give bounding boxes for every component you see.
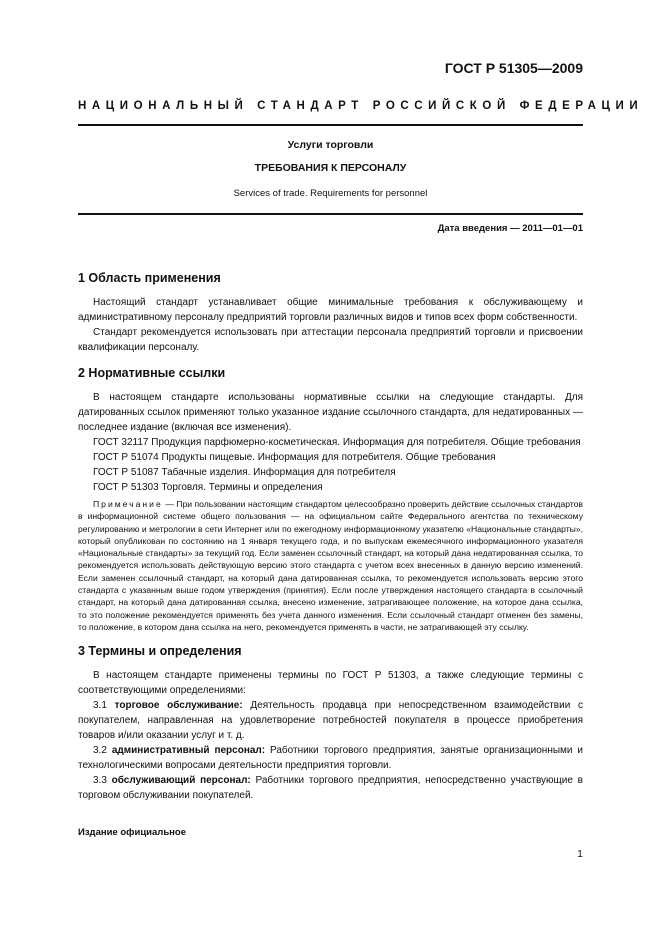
paragraph: Стандарт рекомендуется использовать при аттестации персонала предприятий торговли и присвоении квалификации персоналу. [78, 327, 583, 353]
section-heading: 2 Нормативные ссылки [78, 366, 226, 380]
term-number: 3.1 [93, 700, 115, 712]
reference-item: ГОСТ Р 51087 Табачные изделия. Информация для потребителя [93, 467, 396, 478]
term-name: обслуживающий персонал: [111, 775, 251, 787]
paragraph: Настоящий стандарт устанавливает общие минимальные требования к обслуживающему и административному персоналу предприятий торговли различных видов и типов всех форм собственности. [78, 297, 583, 323]
term-text: Работники торгового предприятия, занятые организационными и технологическими вопросами деятельности предприятия торговли. [78, 745, 583, 772]
top-rule [78, 124, 583, 126]
bottom-rule [78, 213, 583, 215]
note [78, 498, 583, 633]
section-scope [78, 270, 583, 355]
paragraph: В настоящем стандарте использованы нормативные ссылки на следующие стандарты. Для датированных ссылок применяют только указанное издание ссылочного стандарта, для недатированных — последнее издание (включая все изменения). [78, 392, 583, 433]
term-definition [78, 698, 583, 743]
term-definition [78, 743, 583, 773]
note-text: — При пользовании настоящим стандартом целесообразно проверить действие ссылочных стандартов в информационной системе общего пользования — на официальном сайте Федерального агентства по техническому регулированию и метрологии в сети Интернет или по ежегодному информационному указателю «Национальные стандарты», который опубликован по состоянию на 1 января текущего года, и по выпускам ежемесячного информационного указателя «Национальные стандарты» за текущий год. Если заменен ссылочный стандарт, на который дана недатированная ссылка, то рекомендуется использовать действующую версию этого стандарта с учетом всех внесенных в данную версию изменений. Если заменен ссылочный стандарт, на который дана датированная ссылка, то рекомендуется использовать версию этого стандарта с указанным выше годом утверждения (принятия). Если после утверждения настоящего стандарта в ссылочный стандарт, на который дана датированная ссылка, внесено изменение, затрагивающее положение, на которое дана ссылка, то это положение рекомендуется применять без учета данного изменения. Если ссылочный стандарт отменен без замены, то положение, в котором дана ссылка на него, рекомендуется применять в части, не затрагивающей эту ссылку. [78, 499, 583, 632]
page-number: 1 [577, 848, 583, 860]
section-heading: 1 Область применения [78, 271, 221, 285]
reference-item: ГОСТ Р 51303 Торговля. Термины и определения [93, 482, 323, 493]
title-main: Услуги торговли [287, 139, 374, 151]
paragraph: В настоящем стандарте применены термины по ГОСТ Р 51303, а также следующие термины с соответствующими определениями: [78, 670, 583, 697]
term-number: 3.3 [93, 775, 112, 787]
note-label: Примечание [93, 499, 163, 509]
term-name: торговое обслуживание: [114, 700, 243, 712]
reference-item: ГОСТ Р 51074 Продукты пищевые. Информация для потребителя. Общие требования [93, 452, 496, 463]
document-code: ГОСТ Р 51305—2009 [444, 60, 583, 76]
title-english: Services of trade. Requirements for personnel [233, 188, 428, 199]
section-terms-definitions [78, 643, 583, 803]
term-text: Работники торгового предприятия, непосредственно участвующие в торговом обслуживании покупателей. [78, 775, 583, 802]
reference-item: ГОСТ 32117 Продукция парфюмерно-косметическая. Информация для потребителя. Общие требования [93, 437, 581, 448]
term-name: административный персонал: [111, 745, 266, 757]
term-text: Деятельность продавца при непосредственном взаимодействии с покупателем, направленная на удовлетворение потребностей покупателя в процессе приобретения товаров и/или оказании услуг и т. д. [78, 700, 584, 742]
term-number: 3.2 [93, 745, 112, 757]
official-edition-label: Издание официальное [78, 827, 186, 838]
introduction-date: Дата введения — 2011—01—01 [437, 223, 583, 234]
national-standard-heading: НАЦИОНАЛЬНЫЙ СТАНДАРТ РОССИЙСКОЙ ФЕДЕРАЦИИ [78, 100, 644, 112]
document-body [78, 270, 583, 803]
section-normative-references [78, 365, 583, 633]
term-definition [78, 773, 583, 803]
section-heading: 3 Термины и определения [78, 644, 242, 659]
title-sub: ТРЕБОВАНИЯ К ПЕРСОНАЛУ [254, 162, 407, 174]
